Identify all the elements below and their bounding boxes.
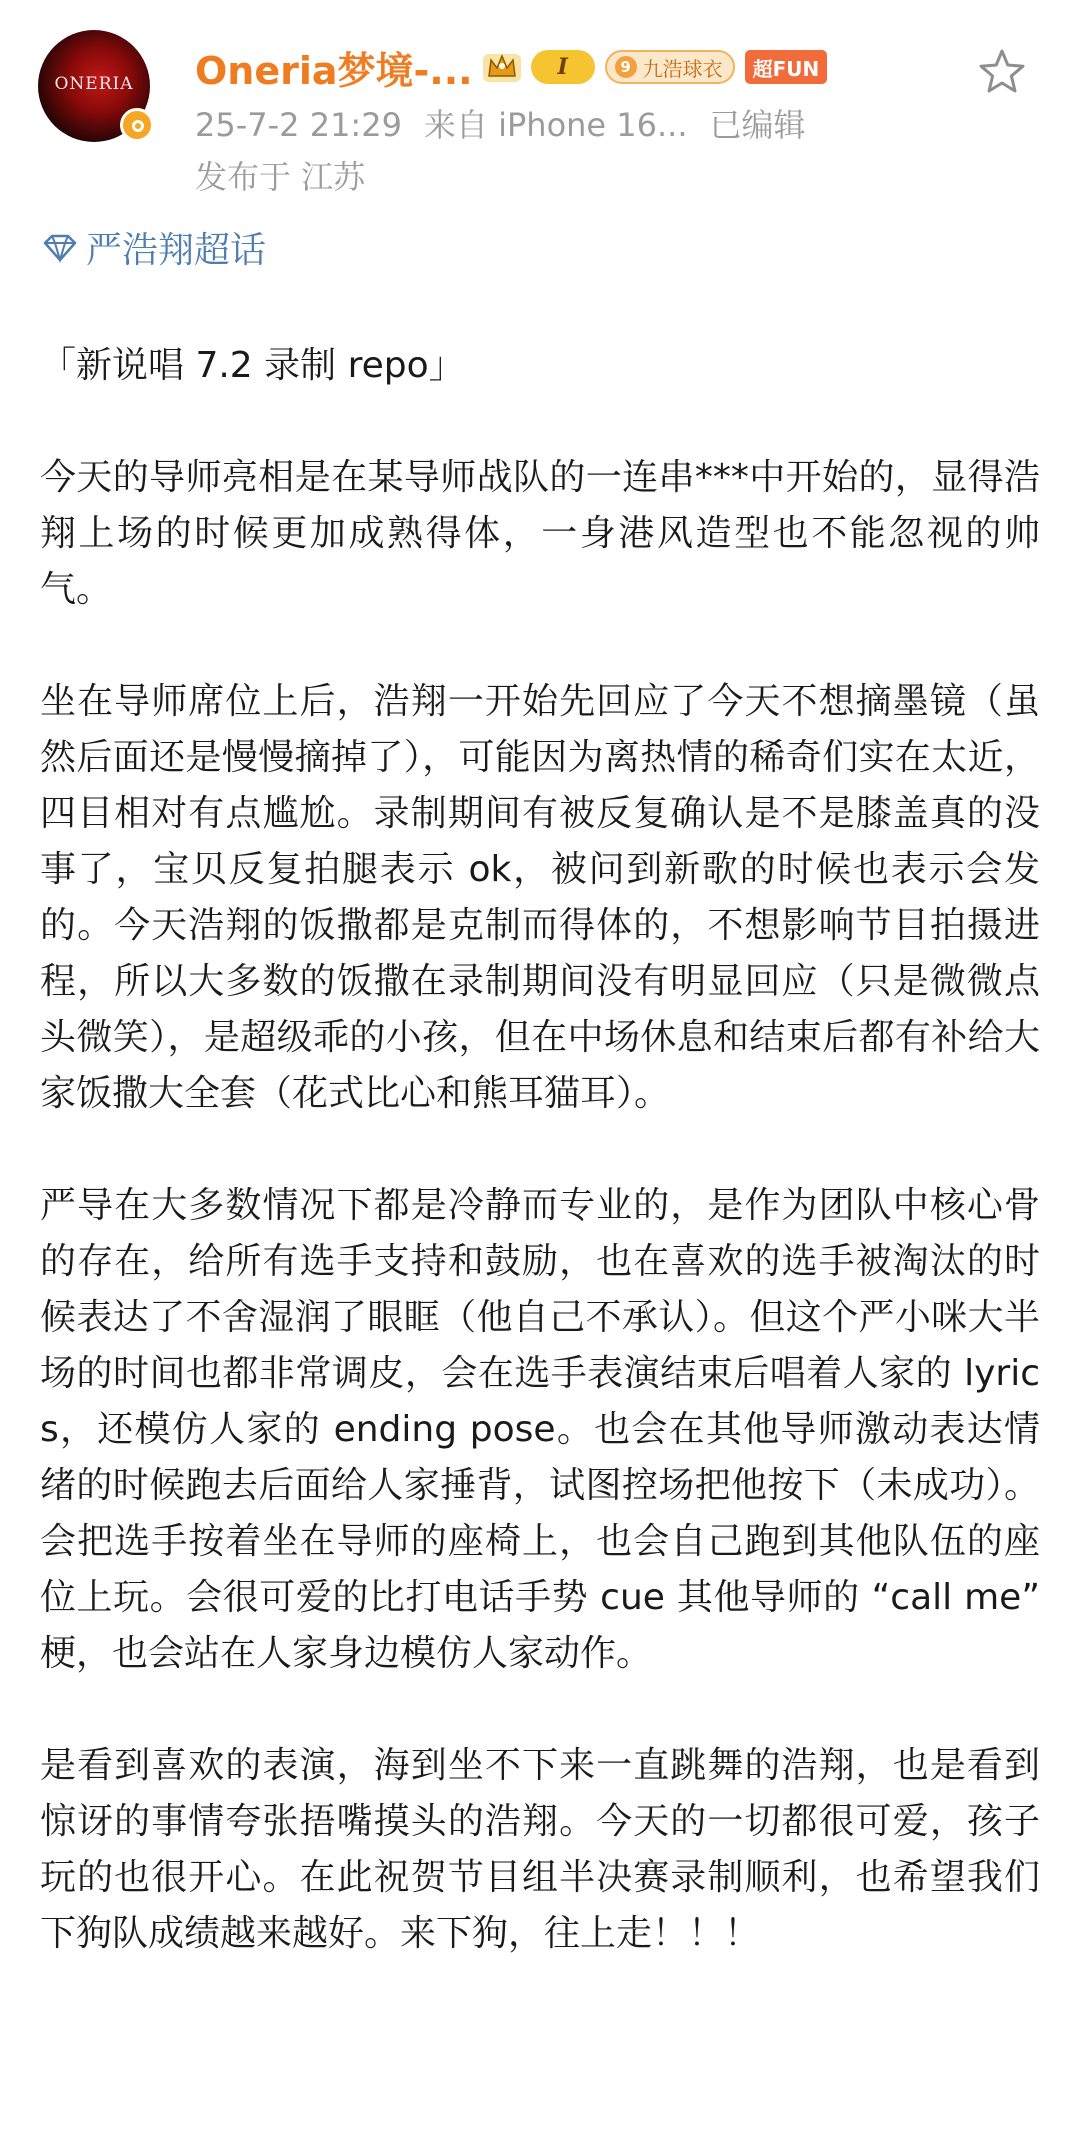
avatar-text: ONERIA — [54, 74, 134, 94]
star-outline-icon[interactable] — [976, 46, 1028, 98]
post-paragraph: 今天的导师亮相是在某导师战队的一连串***中开始的，显得浩翔上场的时候更加成熟得体，一身港风造型也不能忽视的帅气。 — [40, 457, 1040, 610]
fan-badge[interactable] — [605, 50, 735, 84]
fan-badge-label: 九浩球衣 — [642, 56, 723, 81]
post-body — [40, 338, 1040, 2018]
post-title: 「新说唱 7.2 录制 repo」 — [40, 345, 465, 386]
post-location: 发布于 江苏 — [195, 158, 366, 196]
verified-badge-icon — [120, 108, 154, 142]
fan-badge-number: 9 — [615, 56, 637, 78]
topic-link[interactable] — [42, 222, 266, 273]
avatar-container[interactable] — [38, 30, 156, 148]
crown-icon[interactable] — [483, 50, 521, 84]
diamond-icon — [42, 233, 78, 263]
post-timestamp: 25-7-2 21:29 — [195, 106, 402, 144]
level-badge[interactable]: I — [531, 50, 595, 84]
post-source[interactable]: 来自 iPhone 16... — [423, 106, 688, 144]
edited-label[interactable]: 已编辑 — [709, 106, 806, 144]
super-fan-badge[interactable]: 超FUN — [745, 50, 828, 84]
post-meta — [195, 100, 806, 146]
post-paragraph: 坐在导师席位上后，浩翔一开始先回应了今天不想摘墨镜（虽然后面还是慢慢摘掉了），可能因为离热情的稀奇们实在太近，四目相对有点尴尬。录制期间有被反复确认是不是膝盖真的没事了，宝贝反复拍腿表示 ok，被问到新歌的时候也表示会发的。今天浩翔的饭撒都是克制而得体的，不想影响节目拍摄进程，所以大多数的饭撒在录制期间没有明显回应（只是微微点头微笑），是超级乖的小孩，但在中场休息和结束后都有补给大家饭撒大全套（花式比心和熊耳猫耳）。 — [40, 681, 1040, 1114]
topic-label[interactable]: 严浩翔超话 — [86, 230, 267, 271]
name-row — [195, 42, 827, 92]
post-paragraph: 是看到喜欢的表演，海到坐不下来一直跳舞的浩翔，也是看到惊讶的事情夸张捂嘴摸头的浩翔。今天的一切都很可爱，孩子玩的也很开心。在此祝贺节目组半决赛录制顺利，也希望我们下狗队成绩越来越好。来下狗，往上走！！！ — [40, 1745, 1040, 1954]
username-link[interactable]: Oneria梦境-... — [195, 48, 473, 93]
post-paragraph: 严导在大多数情况下都是冷静而专业的，是作为团队中核心骨的存在，给所有选手支持和鼓励，也在喜欢的选手被淘汰的时候表达了不舍湿润了眼眶（他自己不承认）。但这个严小咪大半场的时间也都非常调皮，会在选手表演结束后唱着人家的 lyrics，还模仿人家的 ending pose。也会在其他导师激动表达情绪的时候跑去后面给人家捶背，试图控场把他按下（未成功）。会把选手按着坐在导师的座椅上，也会自己跑到其他队伍的座位上玩。会很可爱的比打电话手势 cue 其他导师的 “call me” 梗，也会站在人家身边模仿人家动作。 — [40, 1185, 1040, 1674]
